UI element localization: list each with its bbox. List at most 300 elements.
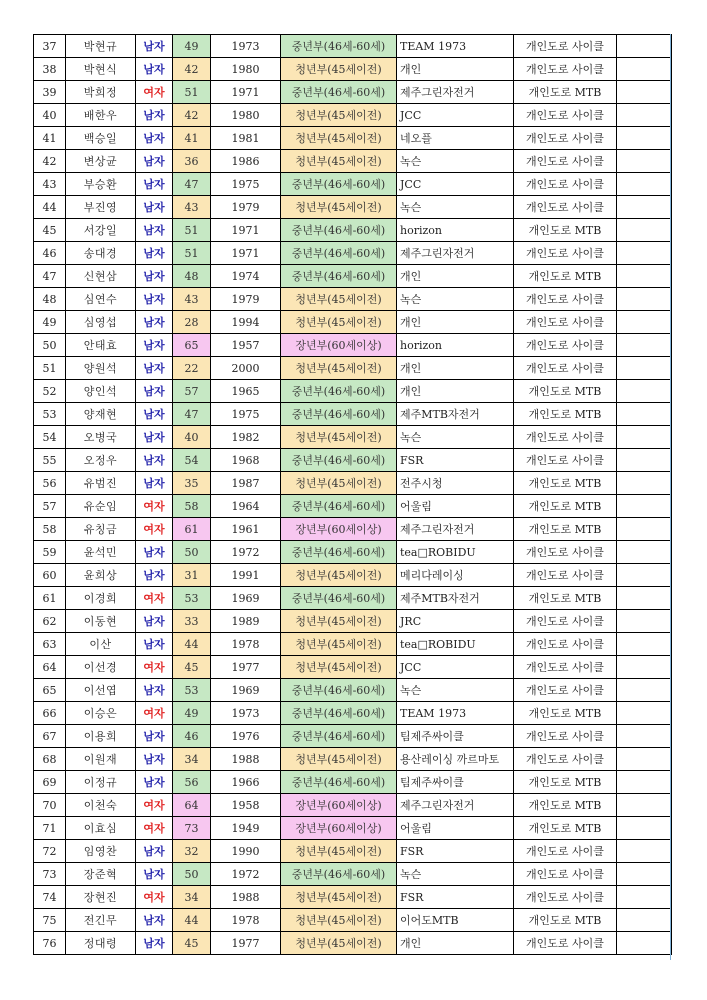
name-cell: 변상균 [66,150,136,173]
row-number-cell: 56 [34,472,66,495]
gender-cell: 남자 [136,288,173,311]
gender-cell: 남자 [136,771,173,794]
division-cell: 청년부(45세이전) [281,748,397,771]
birth-year-cell: 1976 [211,725,281,748]
category-cell: 개인도로 MTB [514,702,617,725]
age-cell: 49 [173,702,211,725]
division-cell: 중년부(46세-60세) [281,219,397,242]
row-number-cell: 39 [34,81,66,104]
division-cell: 청년부(45세이전) [281,472,397,495]
name-cell: 윤석민 [66,541,136,564]
table-row [34,771,672,794]
extra-cell [617,380,672,403]
team-cell: 제주MTB자전거 [397,403,514,426]
table-row [34,311,672,334]
extra-cell [617,725,672,748]
category-cell: 개인도로 사이클 [514,932,617,955]
table-row [34,426,672,449]
team-cell: 개인 [397,932,514,955]
age-cell: 51 [173,242,211,265]
team-cell: 개인 [397,380,514,403]
name-cell: 오병국 [66,426,136,449]
division-cell: 중년부(46세-60세) [281,81,397,104]
name-cell: 서강일 [66,219,136,242]
division-cell: 장년부(60세이상) [281,794,397,817]
division-cell: 청년부(45세이전) [281,104,397,127]
birth-year-cell: 1987 [211,472,281,495]
gender-cell: 여자 [136,702,173,725]
birth-year-cell: 1982 [211,426,281,449]
table-row [34,127,672,150]
name-cell: 심연수 [66,288,136,311]
birth-year-cell: 1966 [211,771,281,794]
gender-cell: 남자 [136,863,173,886]
age-cell: 41 [173,127,211,150]
row-number-cell: 60 [34,564,66,587]
table-row [34,863,672,886]
age-cell: 45 [173,932,211,955]
category-cell: 개인도로 사이클 [514,426,617,449]
category-cell: 개인도로 사이클 [514,104,617,127]
gender-cell: 남자 [136,909,173,932]
extra-cell [617,886,672,909]
birth-year-cell: 1978 [211,633,281,656]
name-cell: 부진영 [66,196,136,219]
category-cell: 개인도로 사이클 [514,449,617,472]
team-cell: 전주시청 [397,472,514,495]
age-cell: 64 [173,794,211,817]
birth-year-cell: 1988 [211,886,281,909]
gender-cell: 남자 [136,541,173,564]
table-row [34,173,672,196]
team-cell: 녹슨 [397,863,514,886]
team-cell: 녹슨 [397,196,514,219]
name-cell: 이선경 [66,656,136,679]
name-cell: 송대경 [66,242,136,265]
team-cell: horizon [397,334,514,357]
name-cell: 이선엽 [66,679,136,702]
age-cell: 46 [173,725,211,748]
table-row [34,909,672,932]
age-cell: 34 [173,886,211,909]
extra-cell [617,196,672,219]
division-cell: 청년부(45세이전) [281,311,397,334]
division-cell: 중년부(46세-60세) [281,35,397,58]
division-cell: 중년부(46세-60세) [281,587,397,610]
gender-cell: 남자 [136,242,173,265]
age-cell: 65 [173,334,211,357]
division-cell: 중년부(46세-60세) [281,771,397,794]
age-cell: 50 [173,863,211,886]
team-cell: 제주MTB자전거 [397,587,514,610]
name-cell: 임영찬 [66,840,136,863]
gender-cell: 남자 [136,426,173,449]
age-cell: 34 [173,748,211,771]
team-cell: TEAM 1973 [397,35,514,58]
name-cell: 이용희 [66,725,136,748]
age-cell: 22 [173,357,211,380]
table-row [34,725,672,748]
gender-cell: 남자 [136,127,173,150]
division-cell: 장년부(60세이상) [281,518,397,541]
team-cell: 네오플 [397,127,514,150]
extra-cell [617,357,672,380]
division-cell: 청년부(45세이전) [281,564,397,587]
table-row [34,748,672,771]
age-cell: 53 [173,679,211,702]
row-number-cell: 72 [34,840,66,863]
age-cell: 47 [173,403,211,426]
gender-cell: 남자 [136,35,173,58]
gender-cell: 여자 [136,794,173,817]
category-cell: 개인도로 사이클 [514,311,617,334]
name-cell: 부승환 [66,173,136,196]
category-cell: 개인도로 MTB [514,794,617,817]
table-row [34,794,672,817]
team-cell: 용산레이싱 까르마토 [397,748,514,771]
name-cell: 이동현 [66,610,136,633]
name-cell: 안태효 [66,334,136,357]
gender-cell: 여자 [136,81,173,104]
age-cell: 43 [173,196,211,219]
division-cell: 청년부(45세이전) [281,288,397,311]
row-number-cell: 71 [34,817,66,840]
birth-year-cell: 1974 [211,265,281,288]
table-row [34,633,672,656]
gender-cell: 여자 [136,518,173,541]
table-row [34,886,672,909]
extra-cell [617,403,672,426]
age-cell: 54 [173,449,211,472]
name-cell: 유순임 [66,495,136,518]
category-cell: 개인도로 MTB [514,219,617,242]
name-cell: 박희정 [66,81,136,104]
row-number-cell: 58 [34,518,66,541]
extra-cell [617,150,672,173]
row-number-cell: 66 [34,702,66,725]
row-number-cell: 51 [34,357,66,380]
row-number-cell: 42 [34,150,66,173]
team-cell: tea□ROBIDU [397,633,514,656]
category-cell: 개인도로 사이클 [514,748,617,771]
category-cell: 개인도로 사이클 [514,633,617,656]
gender-cell: 남자 [136,219,173,242]
category-cell: 개인도로 사이클 [514,150,617,173]
name-cell: 박현식 [66,58,136,81]
age-cell: 28 [173,311,211,334]
extra-cell [617,932,672,955]
extra-cell [617,771,672,794]
table-row [34,104,672,127]
team-cell: 이어도MTB [397,909,514,932]
extra-cell [617,679,672,702]
age-cell: 42 [173,104,211,127]
category-cell: 개인도로 MTB [514,817,617,840]
team-cell: FSR [397,449,514,472]
name-cell: 장준혁 [66,863,136,886]
name-cell: 백승일 [66,127,136,150]
age-cell: 48 [173,265,211,288]
table-row [34,196,672,219]
division-cell: 중년부(46세-60세) [281,541,397,564]
gender-cell: 남자 [136,196,173,219]
birth-year-cell: 1971 [211,242,281,265]
birth-year-cell: 1973 [211,702,281,725]
gender-cell: 남자 [136,564,173,587]
row-number-cell: 50 [34,334,66,357]
gender-cell: 남자 [136,633,173,656]
birth-year-cell: 1979 [211,196,281,219]
name-cell: 양재현 [66,403,136,426]
table-row [34,242,672,265]
row-number-cell: 73 [34,863,66,886]
category-cell: 개인도로 사이클 [514,357,617,380]
age-cell: 73 [173,817,211,840]
name-cell: 유칭금 [66,518,136,541]
birth-year-cell: 1972 [211,541,281,564]
table-row [34,150,672,173]
division-cell: 청년부(45세이전) [281,196,397,219]
age-cell: 47 [173,173,211,196]
division-cell: 중년부(46세-60세) [281,679,397,702]
name-cell: 이승은 [66,702,136,725]
row-number-cell: 70 [34,794,66,817]
extra-cell [617,242,672,265]
extra-cell [617,564,672,587]
team-cell: 팀제주싸이클 [397,725,514,748]
category-cell: 개인도로 사이클 [514,725,617,748]
gender-cell: 남자 [136,472,173,495]
age-cell: 32 [173,840,211,863]
division-cell: 장년부(60세이상) [281,817,397,840]
division-cell: 장년부(60세이상) [281,334,397,357]
extra-cell [617,518,672,541]
table-row [34,564,672,587]
category-cell: 개인도로 MTB [514,495,617,518]
table-row [34,35,672,58]
table-row [34,403,672,426]
extra-cell [617,311,672,334]
age-cell: 51 [173,219,211,242]
category-cell: 개인도로 MTB [514,81,617,104]
category-cell: 개인도로 사이클 [514,564,617,587]
team-cell: FSR [397,886,514,909]
category-cell: 개인도로 사이클 [514,288,617,311]
row-number-cell: 37 [34,35,66,58]
team-cell: 녹슨 [397,679,514,702]
name-cell: 유범진 [66,472,136,495]
row-number-cell: 44 [34,196,66,219]
gender-cell: 남자 [136,104,173,127]
age-cell: 58 [173,495,211,518]
extra-cell [617,265,672,288]
birth-year-cell: 1980 [211,58,281,81]
team-cell: 메리다레이싱 [397,564,514,587]
birth-year-cell: 1979 [211,288,281,311]
category-cell: 개인도로 사이클 [514,541,617,564]
row-number-cell: 74 [34,886,66,909]
birth-year-cell: 1994 [211,311,281,334]
birth-year-cell: 1988 [211,748,281,771]
gender-cell: 남자 [136,334,173,357]
team-cell: JCC [397,656,514,679]
category-cell: 개인도로 사이클 [514,656,617,679]
table-row [34,495,672,518]
extra-cell [617,817,672,840]
team-cell: 녹슨 [397,426,514,449]
name-cell: 정대령 [66,932,136,955]
category-cell: 개인도로 사이클 [514,863,617,886]
gender-cell: 남자 [136,58,173,81]
extra-cell [617,794,672,817]
division-cell: 중년부(46세-60세) [281,380,397,403]
age-cell: 49 [173,35,211,58]
age-cell: 33 [173,610,211,633]
birth-year-cell: 1971 [211,81,281,104]
birth-year-cell: 1971 [211,219,281,242]
category-cell: 개인도로 MTB [514,587,617,610]
extra-cell [617,58,672,81]
table-row [34,219,672,242]
age-cell: 44 [173,909,211,932]
row-number-cell: 54 [34,426,66,449]
row-number-cell: 45 [34,219,66,242]
row-number-cell: 63 [34,633,66,656]
name-cell: 박현규 [66,35,136,58]
birth-year-cell: 1972 [211,863,281,886]
division-cell: 청년부(45세이전) [281,610,397,633]
age-cell: 57 [173,380,211,403]
birth-year-cell: 1981 [211,127,281,150]
name-cell: 심영섭 [66,311,136,334]
division-cell: 중년부(46세-60세) [281,242,397,265]
division-cell: 중년부(46세-60세) [281,403,397,426]
birth-year-cell: 1978 [211,909,281,932]
gender-cell: 남자 [136,403,173,426]
division-cell: 중년부(46세-60세) [281,495,397,518]
name-cell: 오정우 [66,449,136,472]
gender-cell: 남자 [136,748,173,771]
age-cell: 36 [173,150,211,173]
age-cell: 56 [173,771,211,794]
category-cell: 개인도로 사이클 [514,610,617,633]
birth-year-cell: 1968 [211,449,281,472]
category-cell: 개인도로 MTB [514,518,617,541]
team-cell: tea□ROBIDU [397,541,514,564]
name-cell: 이효심 [66,817,136,840]
category-cell: 개인도로 MTB [514,472,617,495]
table-row [34,587,672,610]
category-cell: 개인도로 사이클 [514,173,617,196]
category-cell: 개인도로 사이클 [514,196,617,219]
row-number-cell: 62 [34,610,66,633]
team-cell: 녹슨 [397,150,514,173]
participant-table [33,34,672,955]
division-cell: 청년부(45세이전) [281,150,397,173]
birth-year-cell: 1973 [211,35,281,58]
table-row [34,288,672,311]
team-cell: 개인 [397,311,514,334]
age-cell: 53 [173,587,211,610]
birth-year-cell: 1961 [211,518,281,541]
team-cell: horizon [397,219,514,242]
category-cell: 개인도로 사이클 [514,242,617,265]
table-row [34,679,672,702]
birth-year-cell: 1991 [211,564,281,587]
gender-cell: 여자 [136,817,173,840]
division-cell: 중년부(46세-60세) [281,702,397,725]
birth-year-cell: 1989 [211,610,281,633]
team-cell: 팀제주싸이클 [397,771,514,794]
row-number-cell: 49 [34,311,66,334]
team-cell: 제주그린자전거 [397,242,514,265]
gender-cell: 남자 [136,679,173,702]
category-cell: 개인도로 MTB [514,265,617,288]
table-row [34,380,672,403]
birth-year-cell: 1975 [211,173,281,196]
extra-cell [617,541,672,564]
row-number-cell: 43 [34,173,66,196]
gender-cell: 여자 [136,495,173,518]
team-cell: JCC [397,104,514,127]
category-cell: 개인도로 MTB [514,403,617,426]
extra-cell [617,219,672,242]
table-row [34,518,672,541]
extra-cell [617,288,672,311]
division-cell: 청년부(45세이전) [281,633,397,656]
birth-year-cell: 1990 [211,840,281,863]
name-cell: 이천숙 [66,794,136,817]
row-number-cell: 52 [34,380,66,403]
team-cell: 제주그린자전거 [397,81,514,104]
extra-cell [617,426,672,449]
division-cell: 청년부(45세이전) [281,127,397,150]
division-cell: 중년부(46세-60세) [281,725,397,748]
extra-cell [617,495,672,518]
division-cell: 중년부(46세-60세) [281,173,397,196]
row-number-cell: 41 [34,127,66,150]
team-cell: FSR [397,840,514,863]
gender-cell: 남자 [136,449,173,472]
extra-cell [617,840,672,863]
team-cell: 제주그린자전거 [397,518,514,541]
team-cell: 어울림 [397,817,514,840]
gender-cell: 남자 [136,610,173,633]
gender-cell: 여자 [136,886,173,909]
team-cell: 개인 [397,58,514,81]
name-cell: 신현삼 [66,265,136,288]
table-row [34,357,672,380]
participant-table-page [33,34,671,955]
category-cell: 개인도로 사이클 [514,35,617,58]
gender-cell: 여자 [136,656,173,679]
gender-cell: 남자 [136,932,173,955]
extra-cell [617,81,672,104]
category-cell: 개인도로 사이클 [514,840,617,863]
division-cell: 청년부(45세이전) [281,656,397,679]
extra-cell [617,587,672,610]
row-number-cell: 69 [34,771,66,794]
gender-cell: 남자 [136,725,173,748]
category-cell: 개인도로 MTB [514,771,617,794]
gender-cell: 남자 [136,840,173,863]
category-cell: 개인도로 MTB [514,380,617,403]
age-cell: 35 [173,472,211,495]
division-cell: 청년부(45세이전) [281,357,397,380]
name-cell: 양원석 [66,357,136,380]
row-number-cell: 57 [34,495,66,518]
row-number-cell: 46 [34,242,66,265]
